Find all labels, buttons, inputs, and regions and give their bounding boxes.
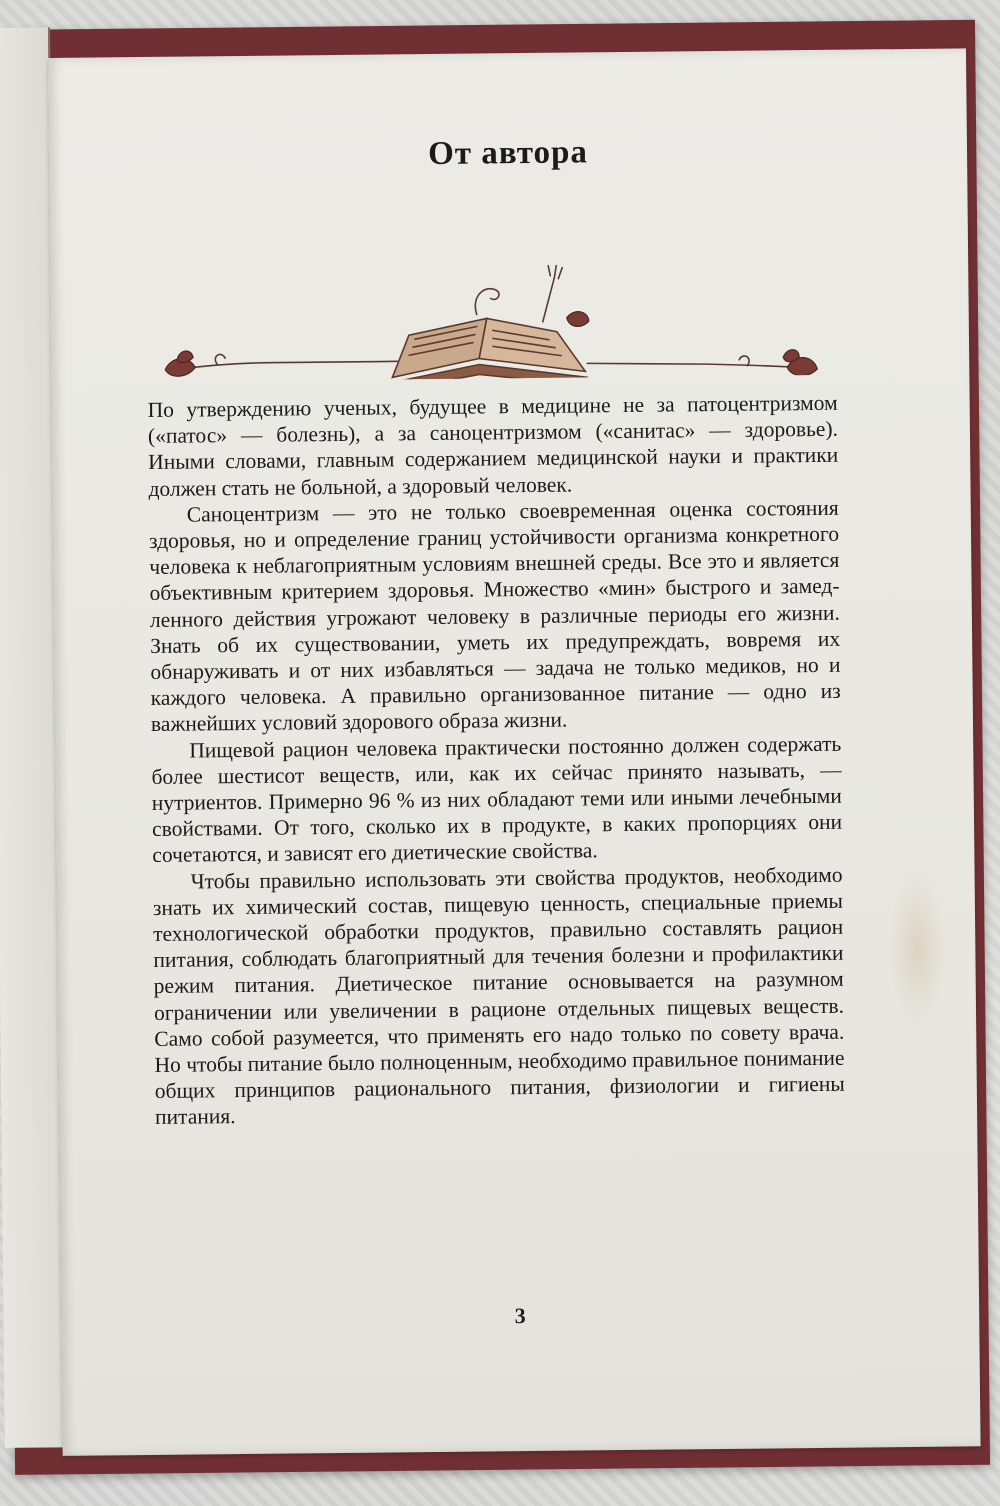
paragraph-3: Пищевой рацион человека практически постоянно должен содержать более шестисот веществ, или, как их сейчас принято называть, — нутриентов. Примерно 96 % из них обладают теми или иными лечебными свойствами. От того, сколько их в продукте, в каких пропорциях они сочетаются, и зависят его диетические свойства. xyxy=(151,731,843,868)
paragraph-1: По утверждению ученых, будущее в медицине не за патоцентризмом («патос» — болезнь), а за саноцентризмом («санитас» — здоровье). Иными словами, главным содержанием медицинской науки и практики должен стать не больной, а здоровый человек. xyxy=(147,390,839,501)
paragraph-2: Саноцентризм — это не только своевременная оценка состояния здоровья, но и определение границ устойчивости организма конкретного человека к неблагоприятным условиям внешней среды. Все это и является объективным критерием здоровья. Множество «мин» быстрого и замедленного действия угрожают человеку в различные периоды его жизни. Знать об их существовании, уметь их предупреждать, вовремя их обнаруживать и от них избавляться — задача не только медиков, но и каждого человека. А правильно организованное питание — одно из важнейших условий здорового образа жизни. xyxy=(148,495,841,737)
paragraph-4: Чтобы правильно использовать эти свойства продуктов, необходимо знать их химический состав, пищевую ценность, специальные приемы технологической обработки продуктов, правильно составлять рацион питания, соблюдать благоприятный для течения болезни и профилактики режим питания. Диетическое питание основывается на разумном ограничении или увеличении в рационе отдельных пищевых веществ. Само собой разумеется, что применять его надо только по совету врача. Но чтобы питание было полноценным, необходимо правильное понимание общих принципов рационального питания, физиологии и гигиены питания. xyxy=(152,862,845,1130)
body-text xyxy=(148,390,846,1131)
paper-stain xyxy=(887,869,949,1030)
page-number: 3 xyxy=(514,1303,526,1329)
page-title: От автора xyxy=(427,134,589,173)
open-book-vignette-icon xyxy=(146,245,827,382)
book-page xyxy=(48,48,981,1456)
